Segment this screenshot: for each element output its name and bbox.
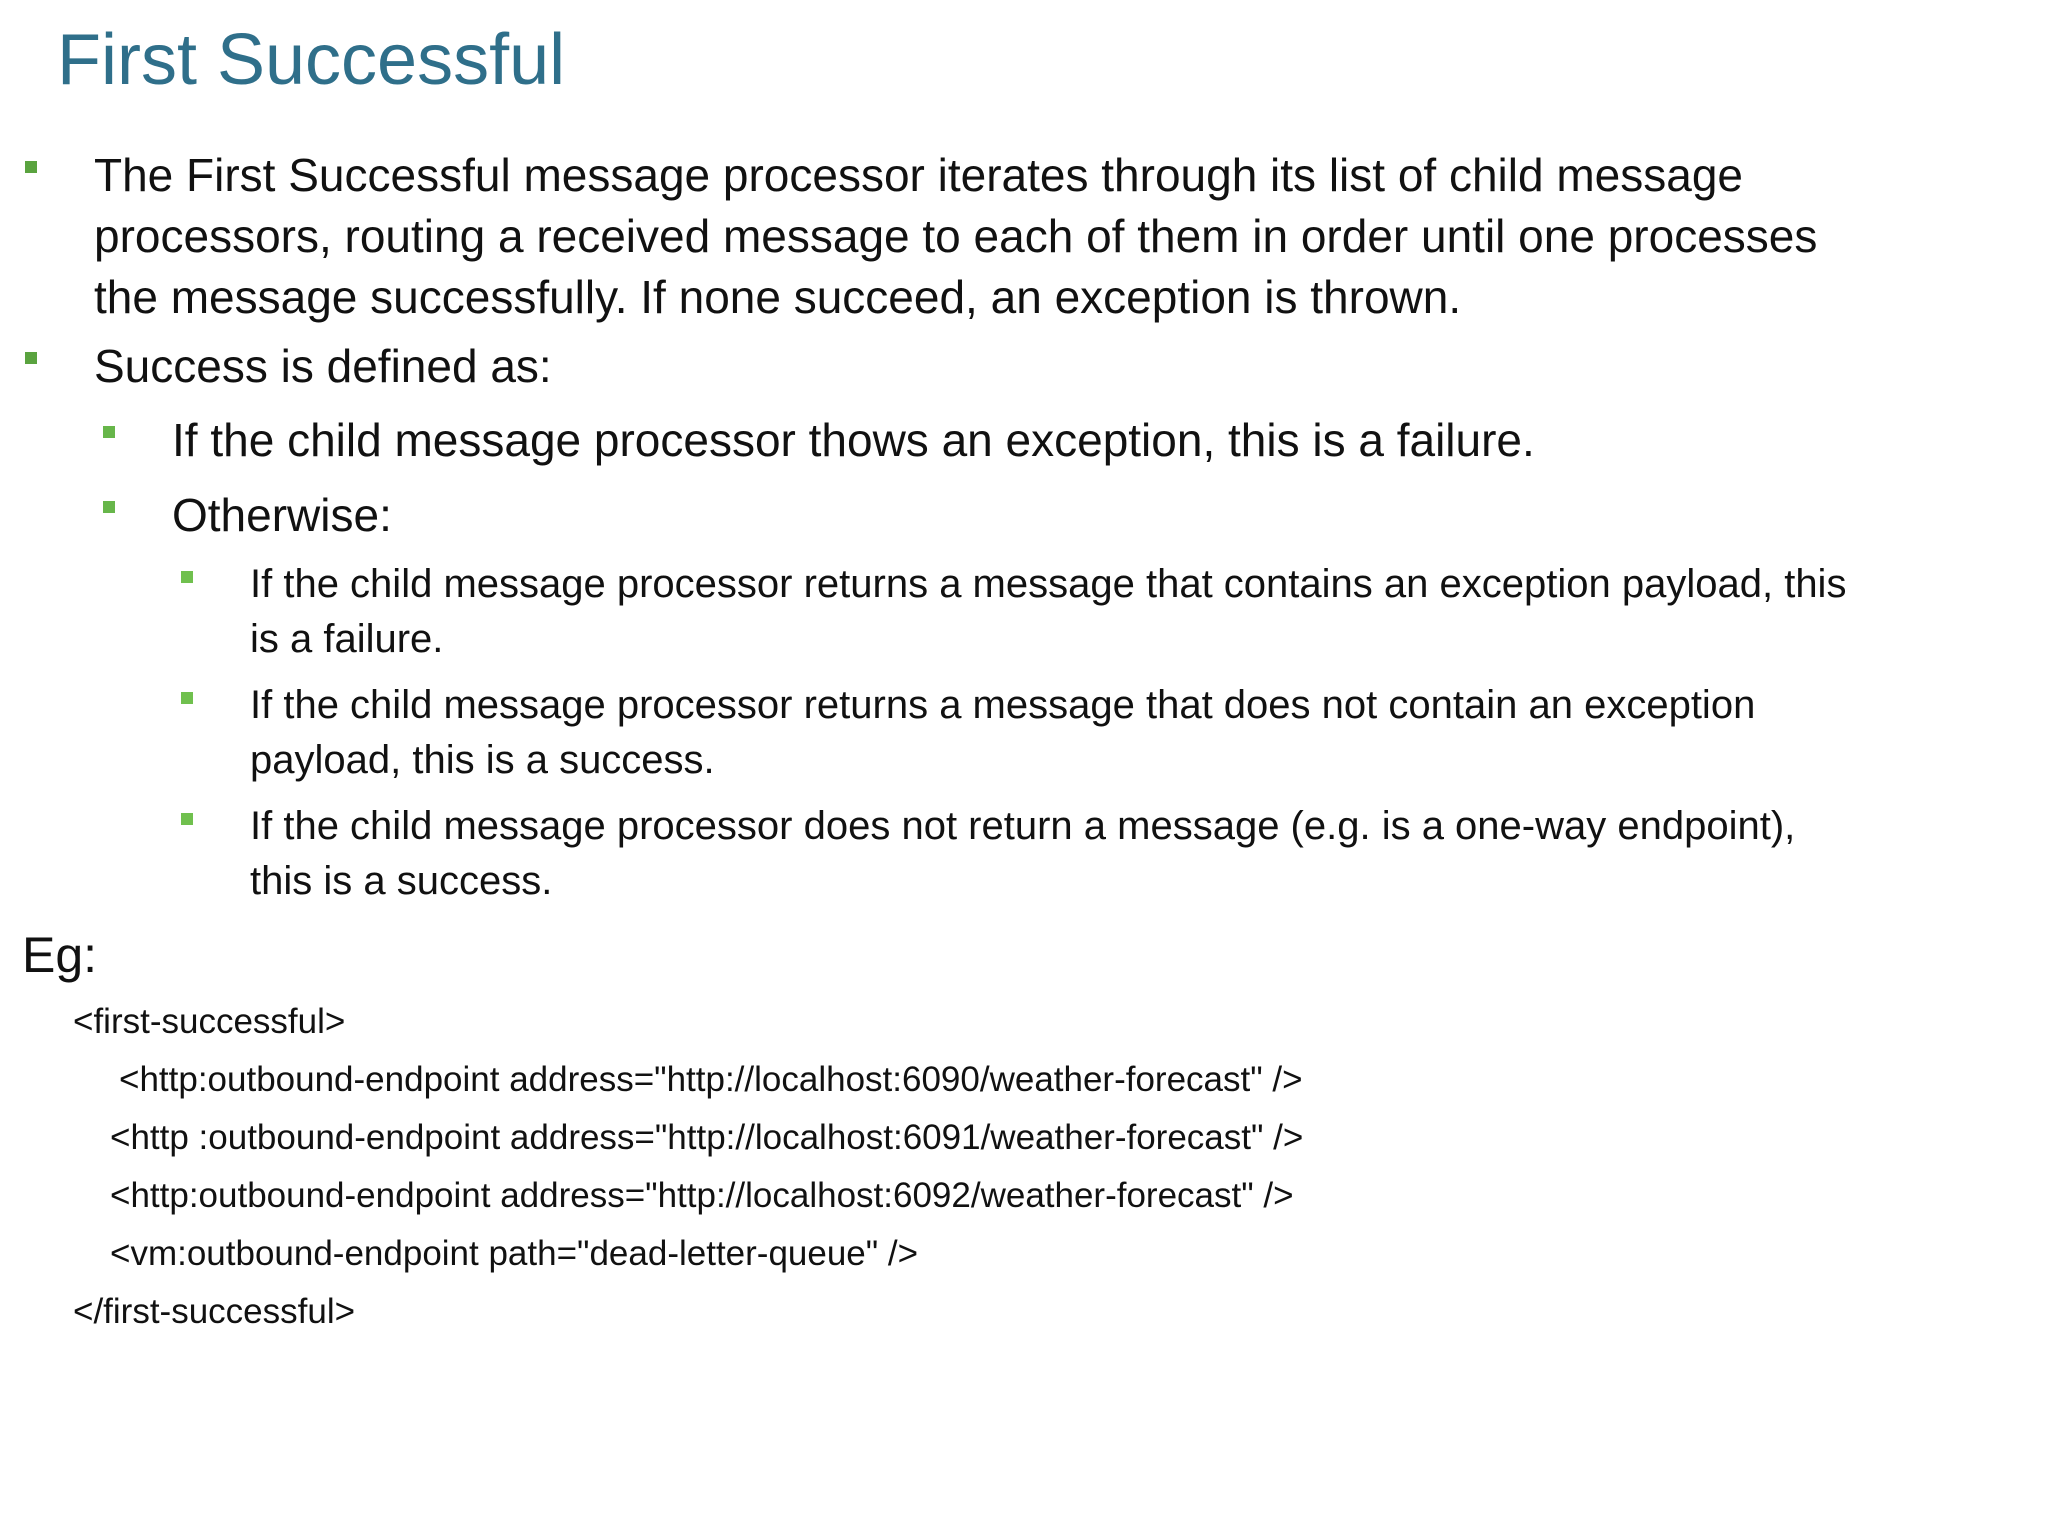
bullet-line: Success is defined as:: [94, 340, 552, 392]
code-line: </first-successful>: [73, 1292, 356, 1331]
code-line: <vm:outbound-endpoint path="dead-letter-queue" />: [110, 1234, 919, 1273]
bullet-square-icon: [103, 501, 115, 513]
bullet-line: processors, routing a received message to each of them in order until one processes: [94, 210, 1818, 262]
bullet-line: The First Successful message processor iterates through its list of child message: [94, 149, 1744, 201]
bullet-square-icon: [103, 426, 115, 438]
bullet-line: If the child message processor does not return a message (e.g. is a one-way endpoint),: [250, 804, 1796, 848]
bullet-line: the message successfully. If none succeed, an exception is thrown.: [94, 271, 1462, 323]
bullet-line: is a failure.: [250, 617, 444, 661]
code-line: <http:outbound-endpoint address="http://localhost:6092/weather-forecast" />: [110, 1176, 1294, 1215]
bullet-square-icon: [181, 571, 193, 583]
code-line: <http:outbound-endpoint address="http://localhost:6090/weather-forecast" />: [119, 1060, 1303, 1099]
example-label: Eg:: [22, 927, 98, 983]
bullet-line: Otherwise:: [172, 489, 392, 541]
bullet-square-icon: [25, 161, 37, 173]
bullet-square-icon: [25, 352, 37, 364]
bullet-line: payload, this is a success.: [250, 738, 715, 782]
code-line: <http :outbound-endpoint address="http://localhost:6091/weather-forecast" />: [110, 1118, 1304, 1157]
bullet-square-icon: [181, 813, 193, 825]
bullet-line: If the child message processor returns a message that contains an exception payload, this: [250, 562, 1847, 606]
bullet-line: this is a success.: [250, 859, 553, 903]
slide-title: First Successful: [57, 20, 566, 100]
bullet-square-icon: [181, 692, 193, 704]
bullet-line: If the child message processor thows an exception, this is a failure.: [172, 414, 1535, 466]
code-line: <first-successful>: [73, 1002, 346, 1041]
bullet-line: If the child message processor returns a message that does not contain an exception: [250, 683, 1756, 727]
